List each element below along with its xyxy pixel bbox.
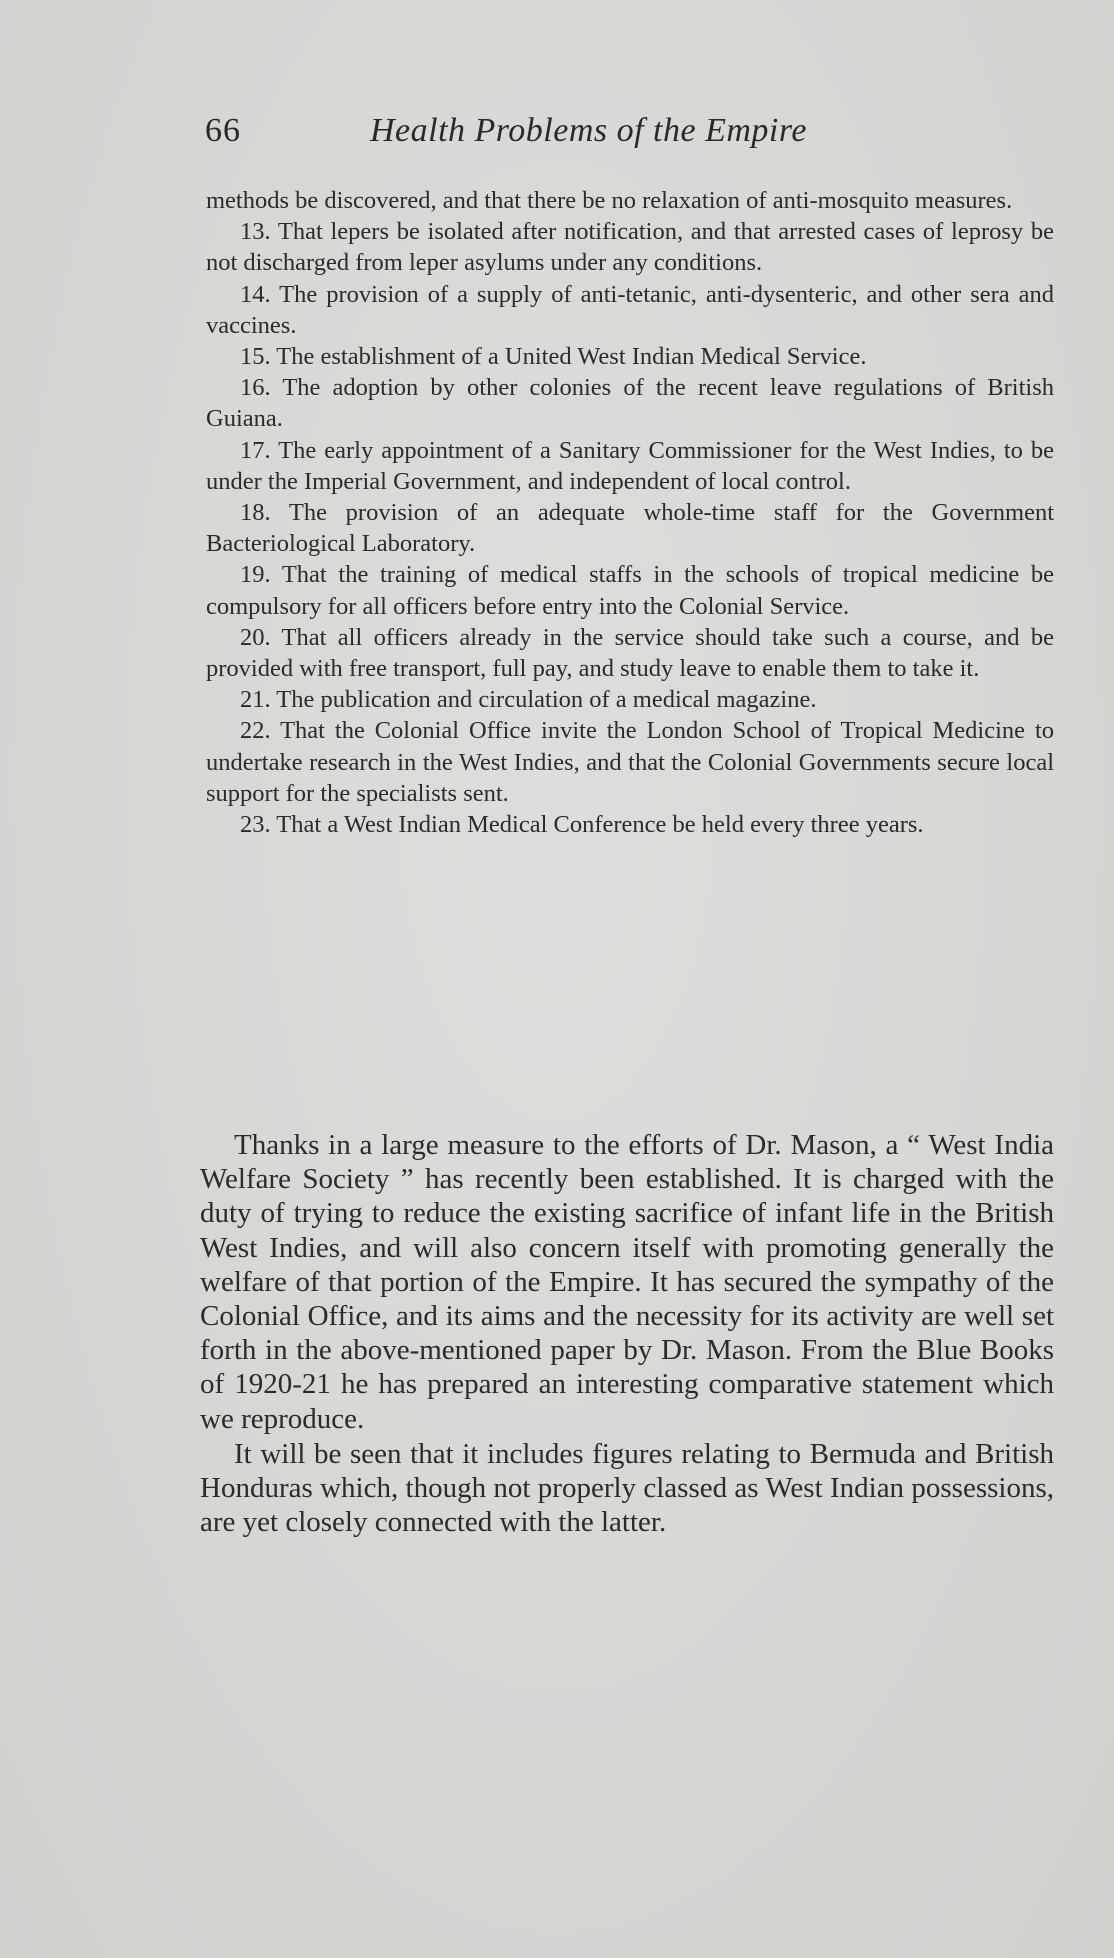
body-paragraph: It will be seen that it includes figures relating to Bermuda and British Honduras which, though not properly classed as West Indian possessions, are yet closely connected with the latter. — [200, 1437, 1054, 1539]
body-paragraph: Thanks in a large measure to the efforts of Dr. Mason, a “ West India Welfare Society ” has recently been established. It is charged with the duty of trying to reduce the existing sacrifice of infant life in the British West Indies, and will also concern itself with promoting generally the welfare of that portion of the Empire. It has secured the sympathy of the Colonial Office, and its aims and the necessity for its activity are well set forth in the above-mentioned paper by Dr. Mason. From the Blue Books of 1920-21 he has prepared an interesting comparative statement which we reproduce. — [200, 1129, 1054, 1435]
list-item: 17. The early appointment of a Sanitary Commissioner for the West Indies, to be under the Imperial Government, and independent of local control. — [206, 436, 1054, 495]
page-header — [205, 112, 1055, 162]
page-number: 66 — [205, 112, 241, 149]
list-item: 13. That lepers be isolated after notification, and that arrested cases of leprosy be not discharged from leper asylums under any conditions. — [206, 218, 1054, 277]
list-item: 23. That a West Indian Medical Conference be held every three years. — [240, 811, 924, 839]
list-item: 19. That the training of medical staffs in the schools of tropical medicine be compulsory for all officers before entry into the Colonial Service. — [206, 561, 1054, 620]
body-text — [200, 1128, 1054, 1540]
list-item: 16. The adoption by other colonies of the recent leave regulations of British Guiana. — [206, 374, 1054, 433]
list-item: 14. The provision of a supply of anti-tetanic, anti-dysenteric, and other sera and vaccines. — [206, 280, 1054, 339]
running-head: Health Problems of the Empire — [370, 112, 807, 149]
list-item: 22. That the Colonial Office invite the London School of Tropical Medicine to undertake research in the West Indies, and that the Colonial Governments secure local support for the specialists sent. — [206, 717, 1054, 807]
list-continuation: methods be discovered, and that there be no relaxation of anti-mosquito measures. — [206, 187, 1013, 214]
list-item: 20. That all officers already in the service should take such a course, and be provided with free transport, full pay, and study leave to enable them to take it. — [206, 623, 1054, 683]
list-item: 15. The establishment of a United West Indian Medical Service. — [240, 343, 867, 371]
list-item: 21. The publication and circulation of a medical magazine. — [240, 686, 817, 714]
recommendations-list — [206, 185, 1054, 840]
list-item: 18. The provision of an adequate whole-time staff for the Government Bacteriological Laboratory. — [206, 499, 1054, 558]
